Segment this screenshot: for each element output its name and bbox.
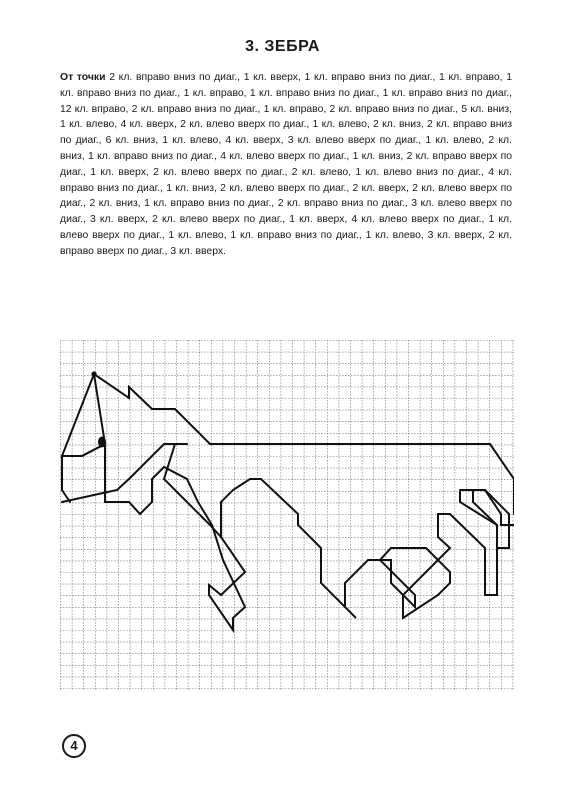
drawing-grid	[60, 340, 514, 695]
instructions	[60, 70, 512, 260]
instructions-text: 2 кл. вправо вниз по диаг., 1 кл. вверх, 1 кл. вправо вниз по диаг., 1 кл. вправо, 1 кл. вправо вниз по диаг., 1 кл. вправо, 1 кл. вправо вниз по диаг., 1 кл. вправо вниз по диаг., 12 кл. вправо, 2 кл. вправо вниз по диаг., 1 кл. вправо, 2 кл. вправо вниз по диаг., 5 кл. вниз, 1 кл. влево, 4 кл. вверх, 2 кл. влево вверх по диаг., 1 кл. влево, 2 кл. вниз, 2 кл. вправо вниз по диаг., 6 кл. вниз, 1 кл. влево, 4 кл. вверх, 3 кл. влево вверх по диаг., 1 кл. влево, 2 кл. вниз, 1 кл. вправо вниз по диаг., 4 кл. влево вверх по диаг., 1 кл. вниз, 2 кл. вправо вверх по диаг., 1 кл. вверх, 2 кл. влево вверх по диаг., 2 кл. влево, 1 кл. влево вниз по диаг., 4 кл. вправо вниз по диаг., 1 кл. вниз, 2 кл. влево вверх по диаг., 2 кл. вверх, 2 кл. влево вверх по диаг., 2 кл. вниз, 1 кл. вправо вниз по диаг., 2 кл. вправо вниз по диаг., 3 кл. влево вверх по диаг., 3 кл. вверх, 2 кл. влево вверх по диаг., 1 кл. вверх, 4 кл. влево вверх по диаг., 1 кл. влево вверх по диаг., 1 кл. влево, 1 кл. вправо вниз по диаг., 1 кл. влево, 3 кл. вверх, 2 кл. вправо вверх по диаг., 3 кл. вверх.	[60, 72, 513, 257]
page-title: 3. ЗЕБРА	[245, 38, 320, 55]
zebra-body-outline	[82, 374, 514, 630]
zebra-jaw	[62, 444, 187, 502]
zebra-mouth	[62, 456, 70, 502]
instructions-lead: От точки	[60, 72, 106, 83]
zebra-start-dot	[91, 371, 96, 376]
page-number: 4	[62, 734, 86, 758]
zebra-head-neck	[62, 374, 94, 456]
zebra-eye	[98, 437, 106, 448]
